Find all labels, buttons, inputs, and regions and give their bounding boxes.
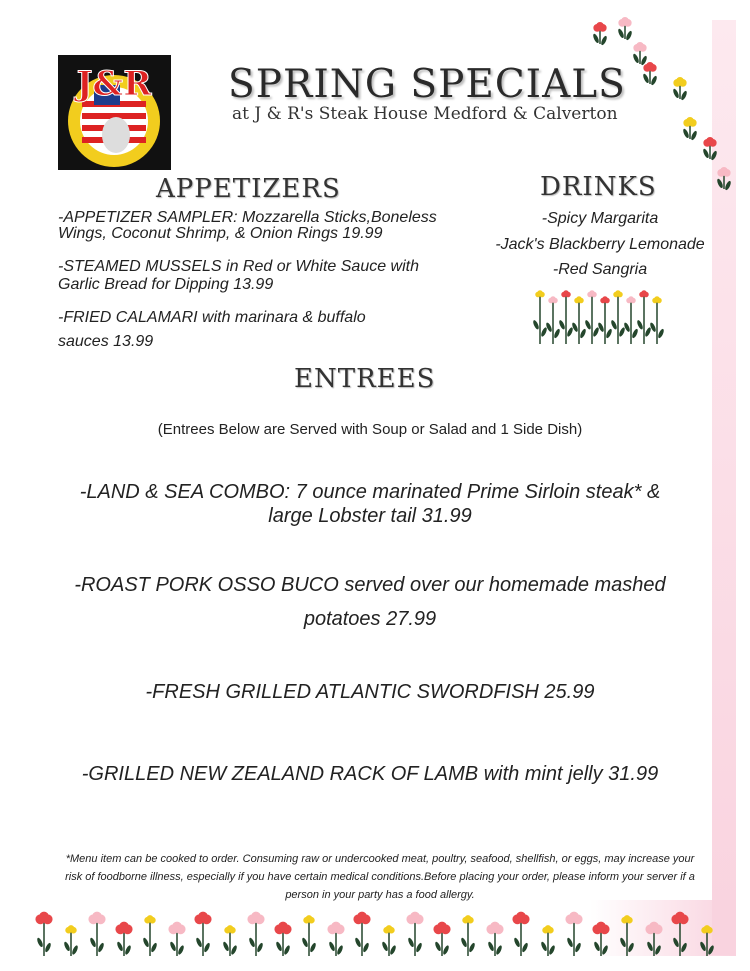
- entrees-note: (Entrees Below are Served with Soup or Salad and 1 Side Dish): [157, 421, 583, 438]
- flower-icon: [71, 932, 72, 933]
- page-subtitle: at J & R's Steak House Medford & Calverton: [232, 104, 618, 124]
- appetizer-line: -STEAMED MUSSELS in Red or White Sauce with: [58, 258, 420, 275]
- drink-item: -Red Sangria: [552, 261, 648, 278]
- entree-line: potatoes 27.99: [303, 608, 437, 630]
- flower-icon: [724, 175, 725, 176]
- flower-icon: [521, 922, 522, 923]
- flower-icon: [680, 922, 681, 923]
- flower-icon: [650, 70, 651, 71]
- flower-icon: [631, 302, 632, 303]
- drinks-heading: DRINKS: [540, 172, 657, 202]
- svg-text:J&R: J&R: [76, 64, 152, 104]
- appetizer-line: -APPETIZER SAMPLER: Mozzarella Sticks,Boneless: [58, 209, 437, 226]
- appetizer-item: [58, 306, 366, 354]
- restaurant-logo: [58, 55, 171, 170]
- entree-item: -FRESH GRILLED ATLANTIC SWORDFISH 25.99: [145, 681, 595, 703]
- flower-icon: [495, 932, 496, 933]
- flower-icon: [605, 302, 606, 303]
- appetizer-line: Garlic Bread for Dipping 13.99: [58, 276, 274, 293]
- appetizer-item: [58, 258, 419, 294]
- flower-icon: [177, 932, 178, 933]
- flower-icon: [566, 296, 567, 297]
- flower-icon: [336, 932, 337, 933]
- entree-item: [40, 480, 700, 528]
- flower-icon: [553, 302, 554, 303]
- flower-icon: [579, 302, 580, 303]
- flower-icon: [654, 932, 655, 933]
- flower-icon: [442, 932, 443, 933]
- flower-icon: [710, 145, 711, 146]
- entree-line: -LAND & SEA COMBO: 7 ounce marinated Prime Sirloin steak* &: [79, 481, 661, 503]
- flower-icon: [644, 296, 645, 297]
- entree-line: large Lobster tail 31.99: [268, 505, 472, 527]
- appetizer-item: [58, 210, 437, 242]
- flower-icon: [362, 922, 363, 923]
- flower-icon: [640, 50, 641, 51]
- flower-icon: [44, 922, 45, 923]
- flower-icon: [657, 302, 658, 303]
- food-safety-disclaimer: [40, 850, 720, 904]
- appetizer-line: -FRIED CALAMARI with marinara & buffalo: [58, 309, 366, 326]
- flower-icon: [690, 125, 691, 126]
- appetizer-line: Wings, Coconut Shrimp, & Onion Rings 19.99: [58, 225, 383, 242]
- flower-icon: [124, 932, 125, 933]
- flower-icon: [540, 296, 541, 297]
- appetizers-heading: APPETIZERS: [156, 174, 341, 204]
- flower-icon: [203, 922, 204, 923]
- flower-icon: [548, 932, 549, 933]
- disclaimer-line: risk of foodborne illness, especially if you have certain medical conditions.Before placing your order, please inform your server if a: [65, 871, 695, 883]
- flower-icon: [150, 922, 151, 923]
- disclaimer-line: *Menu item can be cooked to order. Consuming raw or undercooked meat, poultry, seafood, shellfish, or eggs, may increase your: [65, 853, 695, 865]
- entree-line: -ROAST PORK OSSO BUCO served over our homemade mashed: [74, 574, 666, 596]
- pink-border: [712, 20, 736, 955]
- disclaimer-line: person in your party has a food allergy.: [285, 889, 475, 901]
- flower-icon: [230, 932, 231, 933]
- flower-icon: [97, 922, 98, 923]
- pink-corner: [590, 900, 736, 956]
- flower-icon: [592, 296, 593, 297]
- flower-icon: [468, 922, 469, 923]
- flower-icon: [574, 922, 575, 923]
- flower-icon: [283, 932, 284, 933]
- flower-icon: [707, 932, 708, 933]
- appetizer-line: sauces 13.99: [58, 333, 154, 350]
- flower-icon: [618, 296, 619, 297]
- entree-item: [40, 568, 700, 636]
- flower-icon: [256, 922, 257, 923]
- flower-icon: [600, 30, 601, 31]
- entrees-heading: ENTREES: [294, 364, 436, 394]
- flower-icon: [627, 922, 628, 923]
- page-title: SPRING SPECIALS: [228, 62, 626, 107]
- flower-icon: [625, 25, 626, 26]
- flower-icon: [389, 932, 390, 933]
- entree-item: -GRILLED NEW ZEALAND RACK OF LAMB with mint jelly 31.99: [81, 763, 659, 785]
- drink-item: -Spicy Margarita: [541, 210, 659, 227]
- flower-icon: [601, 932, 602, 933]
- flower-icon: [415, 922, 416, 923]
- drink-item: -Jack's Blackberry Lemonade: [495, 236, 705, 253]
- flower-icon: [680, 85, 681, 86]
- flower-icon: [309, 922, 310, 923]
